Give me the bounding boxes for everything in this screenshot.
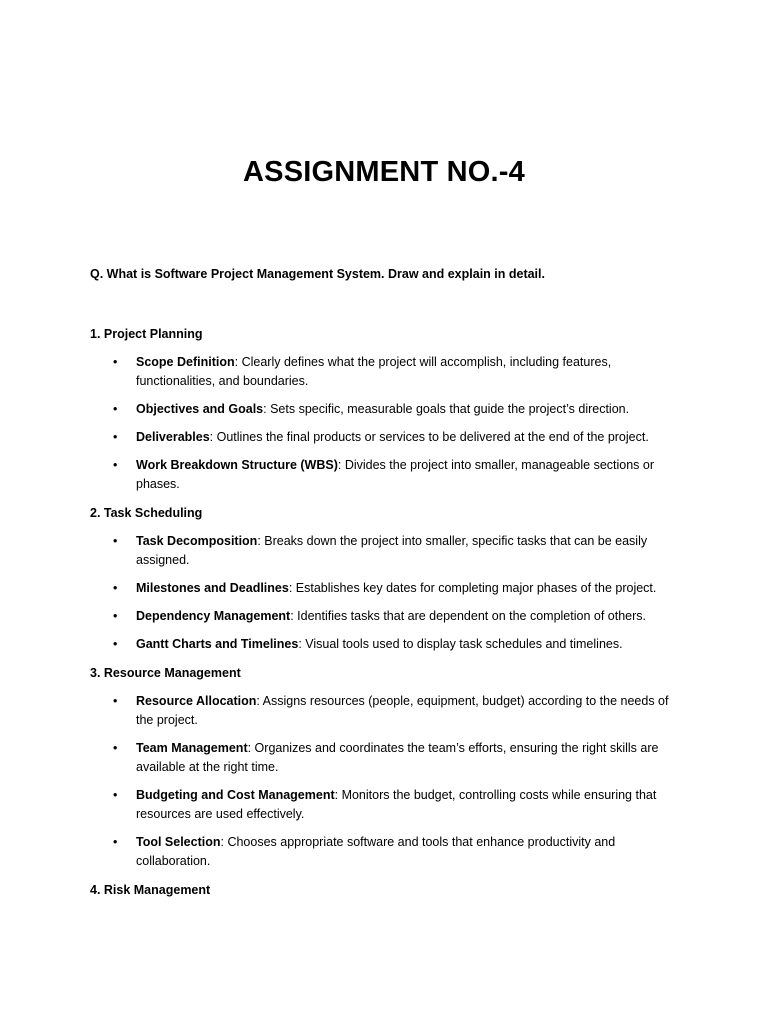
section-task-scheduling bbox=[90, 503, 680, 654]
item-description: : Organizes and coordinates the team’s efforts, ensuring the right skills are available at the right time. bbox=[136, 741, 659, 774]
item-term: Task Decomposition bbox=[136, 534, 258, 548]
list-item bbox=[90, 579, 680, 598]
item-term: Team Management bbox=[136, 741, 248, 755]
section-heading: 1. Project Planning bbox=[90, 327, 203, 341]
section-resource-management bbox=[90, 663, 680, 871]
bullet-icon: • bbox=[113, 534, 118, 548]
list-item bbox=[90, 739, 680, 777]
bullet-icon: • bbox=[113, 835, 118, 849]
item-description: : Breaks down the project into smaller, specific tasks that can be easily assigned. bbox=[136, 534, 648, 567]
item-description: : Chooses appropriate software and tools that enhance productivity and collaboration. bbox=[136, 835, 616, 868]
document-body bbox=[90, 324, 680, 900]
bullet-icon: • bbox=[113, 430, 118, 444]
section-heading: 2. Task Scheduling bbox=[90, 506, 203, 520]
bullet-icon: • bbox=[113, 694, 118, 708]
item-description: : Outlines the final products or services to be delivered at the end of the project. bbox=[209, 430, 649, 444]
item-description: : Clearly defines what the project will accomplish, including features, functionalities, and boundaries. bbox=[136, 355, 612, 388]
list-item bbox=[90, 786, 680, 824]
list-item bbox=[90, 428, 680, 447]
item-term: Resource Allocation bbox=[136, 694, 257, 708]
item-term: Tool Selection bbox=[136, 835, 221, 849]
list-item bbox=[90, 456, 680, 494]
section-risk-management bbox=[90, 880, 680, 900]
bullet-icon: • bbox=[113, 402, 118, 416]
bullet-icon: • bbox=[113, 609, 118, 623]
list-item bbox=[90, 607, 680, 626]
item-description: : Identifies tasks that are dependent on the completion of others. bbox=[290, 609, 646, 623]
bullet-icon: • bbox=[113, 581, 118, 595]
bullet-icon: • bbox=[113, 355, 118, 369]
bullet-icon: • bbox=[113, 741, 118, 755]
bullet-icon: • bbox=[113, 637, 118, 651]
item-term: Budgeting and Cost Management bbox=[136, 788, 335, 802]
bullet-list bbox=[90, 532, 680, 654]
item-description: : Visual tools used to display task schedules and timelines. bbox=[298, 637, 623, 651]
section-heading: 4. Risk Management bbox=[90, 883, 211, 897]
list-item bbox=[90, 532, 680, 570]
bullet-icon: • bbox=[113, 458, 118, 472]
question-text: Q. What is Software Project Management System. Draw and explain in detail. bbox=[90, 267, 545, 281]
item-term: Deliverables bbox=[136, 430, 210, 444]
list-item bbox=[90, 833, 680, 871]
section-heading: 3. Resource Management bbox=[90, 666, 241, 680]
document-title: ASSIGNMENT NO.-4 bbox=[243, 156, 525, 188]
section-project-planning bbox=[90, 324, 680, 494]
item-term: Work Breakdown Structure (WBS) bbox=[136, 458, 338, 472]
item-term: Objectives and Goals bbox=[136, 402, 264, 416]
item-term: Gantt Charts and Timelines bbox=[136, 637, 299, 651]
list-item bbox=[90, 692, 680, 730]
list-item bbox=[90, 635, 680, 654]
bullet-list bbox=[90, 353, 680, 494]
list-item bbox=[90, 400, 680, 419]
item-description: : Monitors the budget, controlling costs while ensuring that resources are used effectively. bbox=[136, 788, 657, 821]
item-description: : Establishes key dates for completing major phases of the project. bbox=[288, 581, 657, 595]
list-item bbox=[90, 353, 680, 391]
bullet-icon: • bbox=[113, 788, 118, 802]
item-description: : Assigns resources (people, equipment, budget) according to the needs of the project. bbox=[136, 694, 669, 727]
item-description: : Divides the project into smaller, manageable sections or phases. bbox=[136, 458, 655, 491]
item-description: : Sets specific, measurable goals that guide the project’s direction. bbox=[263, 402, 630, 416]
item-term: Dependency Management bbox=[136, 609, 291, 623]
item-term: Milestones and Deadlines bbox=[136, 581, 289, 595]
bullet-list bbox=[90, 692, 680, 871]
item-term: Scope Definition bbox=[136, 355, 235, 369]
